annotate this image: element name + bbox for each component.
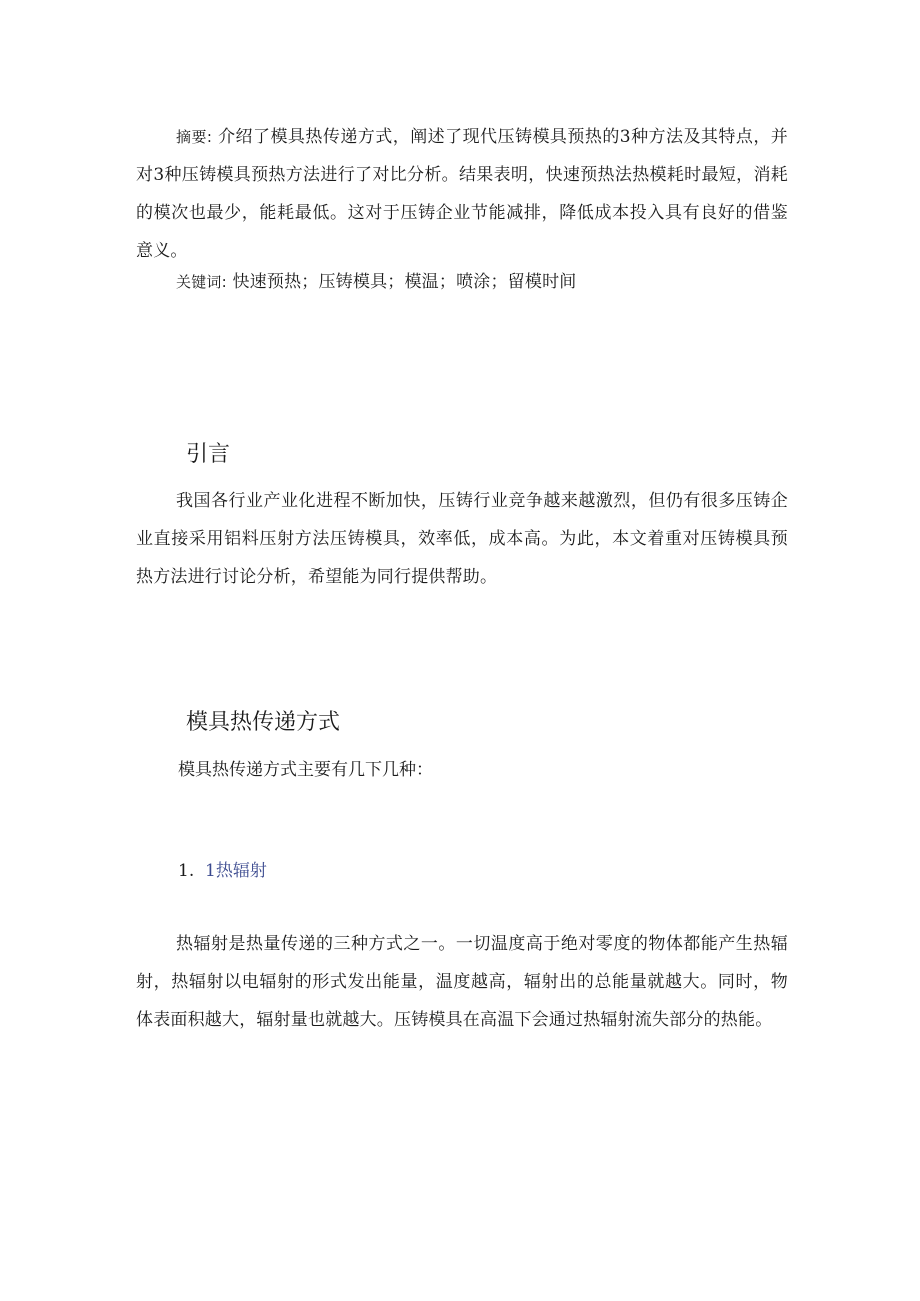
subsection-number: 1. (178, 861, 195, 881)
abstract-label: 摘要: (176, 128, 213, 146)
intro-heading: 引言 (186, 442, 231, 467)
subsection-title: 1热辐射 (205, 861, 267, 881)
keywords-paragraph (136, 263, 788, 301)
section1-heading: 模具热传递方式 (186, 710, 341, 735)
abstract-paragraph (136, 118, 788, 270)
section1-lead: 模具热传递方式主要有几下几种： (178, 760, 433, 780)
keywords-text: 快速预热；压铸模具；模温；喷涂；留模时间 (232, 272, 577, 292)
abstract-text: 介绍了模具热传递方式，阐述了现代压铸模具预热的3种方法及其特点，并对3种压铸模具预热方法进行了对比分析。结果表明，快速预热法热模耗时最短，消耗的模次也最少，能耗最低。这对于压铸企业节能减排，降低成本投入具有良好的借鉴意义。 (136, 127, 788, 261)
subsection-heading (178, 856, 267, 886)
intro-paragraph: 我国各行业产业化进程不断加快，压铸行业竞争越来越激烈，但仍有很多压铸企业直接采用铝料压射方法压铸模具，效率低，成本高。为此，本文着重对压铸模具预热方法进行讨论分析，希望能为同行提供帮助。 (136, 491, 788, 587)
radiation-paragraph: 热辐射是热量传递的三种方式之一。一切温度高于绝对零度的物体都能产生热辐射，热辐射以电辐射的形式发出能量，温度越高，辐射出的总能量就越大。同时，物体表面积越大，辐射量也就越大。压铸模具在高温下会通过热辐射流失部分的热能。 (136, 934, 788, 1030)
keywords-label: 关键词: (176, 273, 227, 291)
